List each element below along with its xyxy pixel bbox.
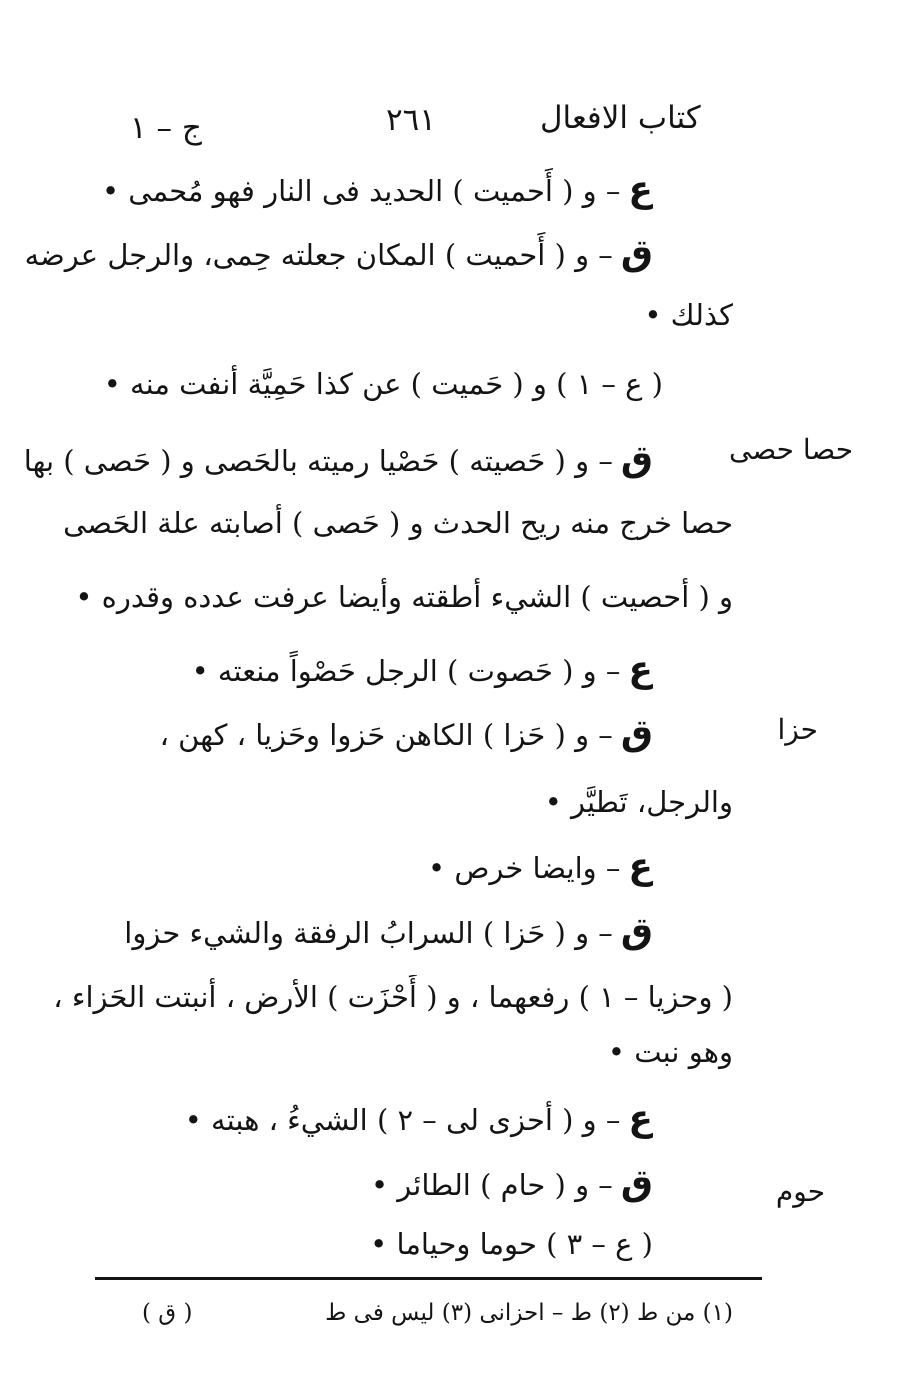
- book-title: كتاب الافعال: [540, 100, 701, 136]
- text-line: [185, 1097, 653, 1141]
- text-line: [75, 575, 733, 619]
- line-text: ( ع – ٣ ) حوما وحياما •: [370, 1227, 653, 1261]
- source-label: ق: [620, 233, 653, 274]
- text-line: [53, 975, 733, 1019]
- text-line: [102, 168, 653, 212]
- text-line: [25, 232, 653, 276]
- text-line: [160, 712, 653, 756]
- text-line: [644, 293, 733, 337]
- footer-siglum: ( ق ): [142, 1300, 193, 1326]
- line-text: – و ( أَحميت ) المكان جعلته حِمى، والرجل عرضه: [24, 238, 613, 272]
- source-label: ق: [620, 911, 653, 952]
- line-text: ( ع – ١ ) و ( حَميت ) عن كذا حَمِيَّة أنفت منه •: [103, 367, 663, 401]
- line-text: – و ( أَحميت ) الحديد فى النار فهو مُحمى •: [101, 174, 621, 208]
- footnote-divider: [95, 1277, 762, 1280]
- line-text: – وايضا خرص •: [428, 851, 621, 885]
- margin-root-word: حصا حصى: [729, 433, 853, 466]
- line-text: ( وحزيا – ١ ) رفعهما ، و ( أَحْزَت ) الأرض ، أنبتت الحَزاء ،: [53, 980, 733, 1014]
- source-label: ق: [620, 1163, 653, 1204]
- page-number: ٢٦١: [386, 102, 436, 138]
- line-text: – و ( حَصوت ) الرجل حَصْواً منعته •: [191, 654, 621, 688]
- text-line: [192, 648, 653, 692]
- source-label: ق: [620, 439, 653, 480]
- source-label: ع: [628, 649, 653, 690]
- text-line: [63, 501, 733, 545]
- line-text: – و ( أحزى لى – ٢ ) الشيءُ ، هبته •: [184, 1103, 621, 1137]
- source-label: ع: [628, 846, 653, 887]
- line-text: حصا خرج منه ريح الحدث و ( حَصى ) أصابته علة الحَصى: [63, 506, 733, 540]
- line-text: والرجل، تَطيَّر •: [544, 785, 733, 819]
- line-text: و ( أحصيت ) الشيء أطقته وأيضا عرفت عدده وقدره •: [75, 580, 733, 614]
- margin-root-word: حوم: [775, 1175, 825, 1208]
- source-label: ق: [620, 713, 653, 754]
- margin-root-word: حزا: [777, 713, 818, 746]
- source-label: ع: [628, 169, 653, 210]
- footnotes: (١) من ط (٢) ط – احزانى (٣) ليس فى ط: [325, 1300, 733, 1326]
- text-line: [608, 1030, 733, 1074]
- text-line: [104, 362, 663, 406]
- text-line: [370, 1222, 653, 1266]
- volume-marker: ج – ١: [130, 110, 202, 146]
- line-text: وهو نبت •: [607, 1035, 733, 1069]
- line-text: – و ( حَزا ) الكاهن حَزوا وحَزيا ، كهن ،: [159, 718, 613, 752]
- line-text: – و ( حَزا ) السرابُ الرفقة والشيء حزوا: [124, 916, 613, 950]
- text-line: [428, 845, 653, 889]
- text-line: [24, 438, 653, 482]
- text-line: [371, 1162, 653, 1206]
- text-line: [545, 780, 733, 824]
- line-text: كذلك •: [644, 298, 733, 332]
- line-text: – و ( حام ) الطائر •: [370, 1168, 613, 1202]
- text-line: [124, 910, 653, 954]
- source-label: ع: [628, 1098, 653, 1139]
- line-text: – و ( حَصيته ) حَصْيا رميته بالحَصى و ( حَصى ) بها: [23, 444, 613, 478]
